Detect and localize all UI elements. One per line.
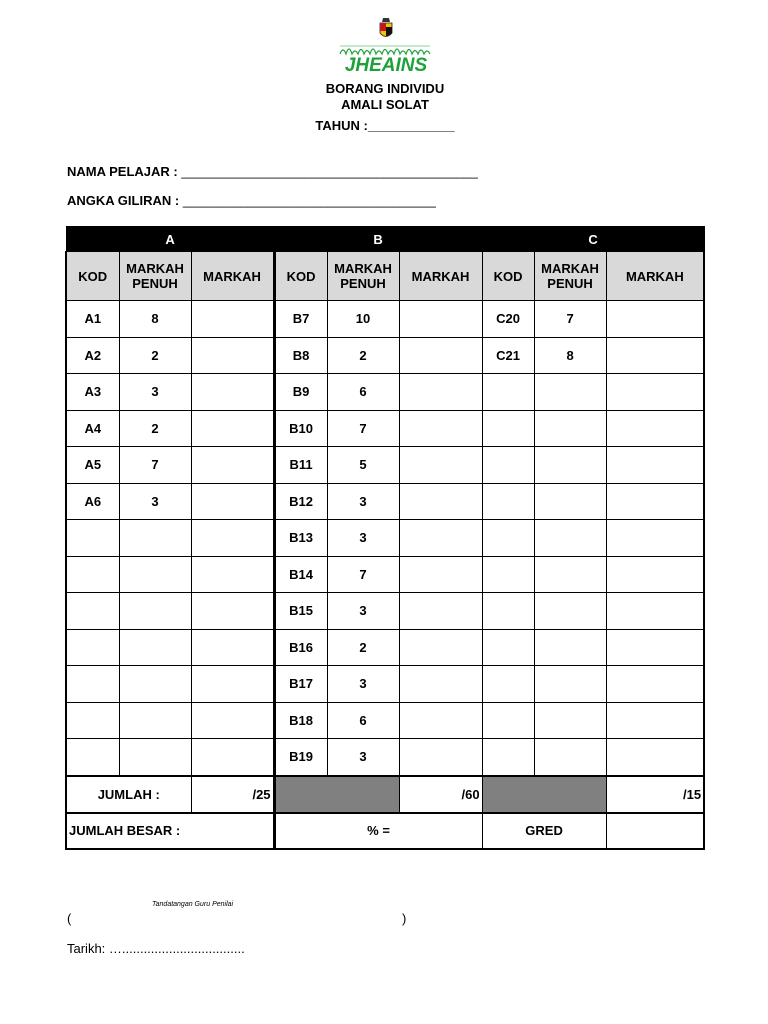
percentage-cell[interactable]: % = — [274, 813, 482, 849]
full-marks-cell-a: 3 — [119, 374, 191, 411]
kod-cell-a — [66, 666, 119, 703]
year-field[interactable]: TAHUN :____________ — [315, 118, 455, 133]
kod-cell-c — [482, 666, 534, 703]
full-marks-cell-a — [119, 739, 191, 776]
kod-cell-a: A3 — [66, 374, 119, 411]
kod-cell-c — [482, 374, 534, 411]
total-c-shaded — [482, 776, 606, 813]
kod-cell-a: A1 — [66, 301, 119, 338]
kod-cell-b: B10 — [274, 410, 327, 447]
grade-input-cell[interactable] — [606, 813, 704, 849]
marks-input-cell-c[interactable] — [606, 374, 704, 411]
full-marks-cell-b: 2 — [327, 337, 399, 374]
kod-cell-a: A2 — [66, 337, 119, 374]
marks-table — [65, 226, 705, 850]
full-marks-cell-c — [534, 739, 606, 776]
marks-input-cell-c[interactable] — [606, 666, 704, 703]
marks-input-cell-b[interactable] — [399, 556, 482, 593]
signature-close-paren: ) — [402, 911, 407, 926]
marks-input-cell-c[interactable] — [606, 483, 704, 520]
full-marks-cell-b: 3 — [327, 666, 399, 703]
full-marks-cell-a: 2 — [119, 410, 191, 447]
total-c-cell[interactable]: /15 — [606, 776, 704, 813]
full-marks-cell-b: 5 — [327, 447, 399, 484]
kod-cell-c — [482, 410, 534, 447]
marks-input-cell-a[interactable] — [191, 337, 274, 374]
full-marks-cell-b: 10 — [327, 301, 399, 338]
kod-cell-b: B11 — [274, 447, 327, 484]
kod-header: KOD — [482, 252, 534, 301]
full-marks-cell-c — [534, 702, 606, 739]
marks-input-cell-b[interactable] — [399, 520, 482, 557]
full-marks-cell-a — [119, 629, 191, 666]
marks-input-cell-a[interactable] — [191, 520, 274, 557]
student-name-blank[interactable]: _________________________________________ — [181, 164, 478, 179]
marks-input-cell-c[interactable] — [606, 337, 704, 374]
kod-cell-a — [66, 739, 119, 776]
grand-total-label: JUMLAH BESAR : — [66, 813, 274, 849]
table-row — [66, 447, 704, 484]
jheains-logo — [330, 16, 442, 76]
full-marks-cell-c — [534, 483, 606, 520]
full-marks-cell-b: 6 — [327, 702, 399, 739]
full-marks-cell-c — [534, 520, 606, 557]
marks-input-cell-b[interactable] — [399, 374, 482, 411]
marks-input-cell-b[interactable] — [399, 410, 482, 447]
date-field[interactable]: Tarikh: ….................................. — [67, 941, 245, 956]
table-row — [66, 301, 704, 338]
marks-input-cell-c[interactable] — [606, 556, 704, 593]
marks-input-cell-c[interactable] — [606, 702, 704, 739]
kod-cell-b: B9 — [274, 374, 327, 411]
table-row — [66, 410, 704, 447]
full-marks-cell-c — [534, 374, 606, 411]
full-marks-cell-b: 3 — [327, 483, 399, 520]
grand-total-row — [66, 813, 704, 849]
kod-cell-b: B13 — [274, 520, 327, 557]
marks-input-cell-b[interactable] — [399, 593, 482, 630]
total-label: JUMLAH : — [66, 776, 191, 813]
kod-cell-b: B14 — [274, 556, 327, 593]
marks-input-cell-c[interactable] — [606, 410, 704, 447]
kod-cell-c — [482, 447, 534, 484]
kod-cell-c — [482, 739, 534, 776]
marks-input-cell-a[interactable] — [191, 556, 274, 593]
full-marks-cell-c — [534, 447, 606, 484]
full-marks-cell-a — [119, 556, 191, 593]
index-number-field[interactable] — [67, 193, 436, 208]
form-title: BORANG INDIVIDU — [325, 81, 445, 96]
full-marks-cell-c — [534, 629, 606, 666]
grade-label: GRED — [482, 813, 606, 849]
full-marks-cell-a: 7 — [119, 447, 191, 484]
full-marks-cell-b: 3 — [327, 520, 399, 557]
kod-cell-a: A4 — [66, 410, 119, 447]
section-b-header: B — [274, 227, 482, 252]
marks-input-cell-b[interactable] — [399, 447, 482, 484]
marks-input-cell-a[interactable] — [191, 483, 274, 520]
kod-cell-c: C20 — [482, 301, 534, 338]
kod-cell-b: B17 — [274, 666, 327, 703]
kod-cell-a — [66, 520, 119, 557]
marks-input-cell-c[interactable] — [606, 520, 704, 557]
full-marks-cell-c — [534, 666, 606, 703]
markah-header: MARKAH — [606, 252, 704, 301]
section-c-header: C — [482, 227, 704, 252]
table-row — [66, 739, 704, 776]
marks-input-cell-c[interactable] — [606, 593, 704, 630]
marks-input-cell-a[interactable] — [191, 629, 274, 666]
table-row — [66, 374, 704, 411]
markah-penuh-header: MARKAH PENUH — [327, 252, 399, 301]
marks-input-cell-a[interactable] — [191, 447, 274, 484]
table-row — [66, 593, 704, 630]
kod-cell-a — [66, 702, 119, 739]
table-row — [66, 520, 704, 557]
marks-input-cell-a[interactable] — [191, 374, 274, 411]
kod-cell-c — [482, 520, 534, 557]
kod-cell-a — [66, 593, 119, 630]
section-header-row — [66, 227, 704, 252]
signature-open-paren: ( — [67, 911, 72, 926]
full-marks-cell-a — [119, 666, 191, 703]
full-marks-cell-a — [119, 593, 191, 630]
marks-input-cell-a[interactable] — [191, 739, 274, 776]
full-marks-cell-a: 3 — [119, 483, 191, 520]
table-row — [66, 629, 704, 666]
full-marks-cell-c — [534, 410, 606, 447]
marks-input-cell-b[interactable] — [399, 702, 482, 739]
markah-header: MARKAH — [399, 252, 482, 301]
marks-input-cell-b[interactable] — [399, 629, 482, 666]
kod-cell-b: B7 — [274, 301, 327, 338]
marks-input-cell-b[interactable] — [399, 337, 482, 374]
marks-input-cell-b[interactable] — [399, 483, 482, 520]
full-marks-cell-c — [534, 593, 606, 630]
full-marks-cell-b: 3 — [327, 593, 399, 630]
kod-cell-b: B16 — [274, 629, 327, 666]
full-marks-cell-c — [534, 556, 606, 593]
crest-icon — [380, 18, 392, 37]
full-marks-cell-b: 6 — [327, 374, 399, 411]
kod-cell-c — [482, 556, 534, 593]
full-marks-cell-b: 3 — [327, 739, 399, 776]
kod-cell-a: A5 — [66, 447, 119, 484]
kod-header: KOD — [274, 252, 327, 301]
total-b-cell[interactable]: /60 — [399, 776, 482, 813]
marks-input-cell-a[interactable] — [191, 410, 274, 447]
full-marks-cell-a — [119, 520, 191, 557]
kod-header: KOD — [66, 252, 119, 301]
logo-wordmark: JHEAINS — [344, 55, 428, 76]
signature-caption: Tandatangan Guru Penilai — [152, 901, 234, 908]
marks-input-cell-a[interactable] — [191, 666, 274, 703]
table-row — [66, 556, 704, 593]
markah-header: MARKAH — [191, 252, 274, 301]
kod-cell-b: B15 — [274, 593, 327, 630]
marks-input-cell-c[interactable] — [606, 301, 704, 338]
kod-cell-b: B19 — [274, 739, 327, 776]
markah-penuh-header: MARKAH PENUH — [534, 252, 606, 301]
full-marks-cell-b: 7 — [327, 410, 399, 447]
full-marks-cell-b: 7 — [327, 556, 399, 593]
markah-penuh-header: MARKAH PENUH — [119, 252, 191, 301]
form-subtitle: AMALI SOLAT — [341, 97, 429, 112]
marks-input-cell-b[interactable] — [399, 301, 482, 338]
full-marks-cell-c: 7 — [534, 301, 606, 338]
marks-input-cell-c[interactable] — [606, 447, 704, 484]
full-marks-cell-a: 2 — [119, 337, 191, 374]
kod-cell-b: B12 — [274, 483, 327, 520]
section-a-header: A — [66, 227, 274, 252]
full-marks-cell-a: 8 — [119, 301, 191, 338]
table-row — [66, 702, 704, 739]
marks-input-cell-c[interactable] — [606, 739, 704, 776]
full-marks-cell-a — [119, 702, 191, 739]
student-name-label: NAMA PELAJAR : — [67, 164, 178, 179]
table-row — [66, 483, 704, 520]
kod-cell-c — [482, 593, 534, 630]
table-row — [66, 337, 704, 374]
marks-input-cell-b[interactable] — [399, 739, 482, 776]
marks-input-cell-a[interactable] — [191, 593, 274, 630]
table-row — [66, 666, 704, 703]
kod-cell-c — [482, 629, 534, 666]
index-number-label: ANGKA GILIRAN : — [67, 193, 180, 208]
total-b-shaded — [274, 776, 399, 813]
kod-cell-c: C21 — [482, 337, 534, 374]
marks-input-cell-c[interactable] — [606, 629, 704, 666]
kod-cell-c — [482, 702, 534, 739]
marks-input-cell-b[interactable] — [399, 666, 482, 703]
kod-cell-b: B18 — [274, 702, 327, 739]
calligraphy-band-icon — [340, 46, 430, 54]
index-number-blank[interactable]: ___________________________________ — [182, 193, 436, 208]
total-a-cell[interactable]: /25 — [191, 776, 274, 813]
column-header-row — [66, 252, 704, 301]
kod-cell-c — [482, 483, 534, 520]
total-row — [66, 776, 704, 813]
full-marks-cell-c: 8 — [534, 337, 606, 374]
marks-input-cell-a[interactable] — [191, 301, 274, 338]
kod-cell-a: A6 — [66, 483, 119, 520]
kod-cell-b: B8 — [274, 337, 327, 374]
marks-input-cell-a[interactable] — [191, 702, 274, 739]
full-marks-cell-b: 2 — [327, 629, 399, 666]
kod-cell-a — [66, 556, 119, 593]
kod-cell-a — [66, 629, 119, 666]
student-name-field[interactable] — [67, 164, 478, 179]
